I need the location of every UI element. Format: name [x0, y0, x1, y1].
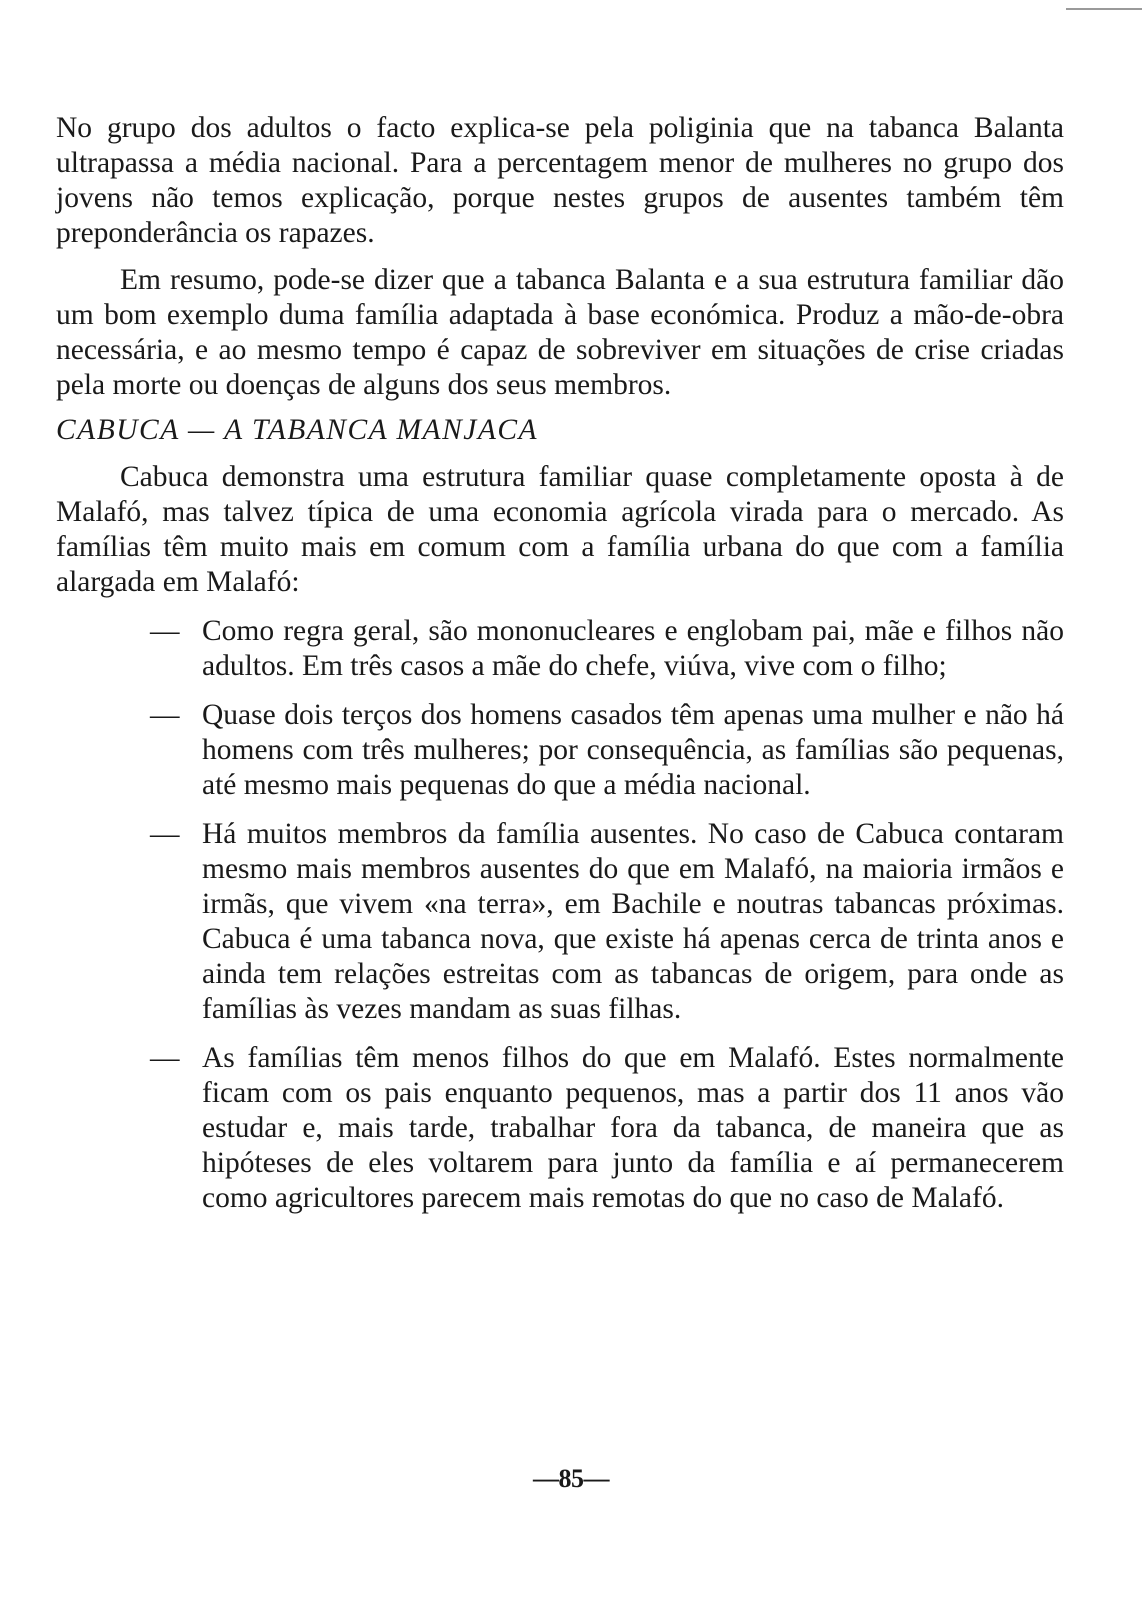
list-item-text: Há muitos membros da família ausentes. No caso de Cabuca contaram mesmo mais membros ausentes do que em Malafó, na maioria irmãos e irmãs, que vivem «na terra», em Bachile e noutras tabancas próximas. Cabuca é uma tabanca nova, que existe há apenas cerca de trinta anos e ainda tem relações estreitas com as tabancas de origem, para onde as famílias às vezes mandam as suas filhas.	[202, 818, 1064, 1025]
list-item-text: As famílias têm menos filhos do que em Malafó. Estes normalmente ficam com os pais enquanto pequenos, mas a partir dos 11 anos vão estudar e, mais tarde, trabalhar fora da tabanca, de maneira que as hipóteses de eles voltarem para junto da família e aí permanecerem como agricultores parecem mais remotas do que no caso de Malafó.	[202, 1042, 1064, 1214]
characteristics-list	[56, 614, 1064, 1216]
dash-bullet: —	[150, 699, 180, 731]
list-item-text: Como regra geral, são mononucleares e englobam pai, mãe e filhos não adultos. Em três casos a mãe do chefe, viúva, vive com o filho;	[202, 615, 1064, 682]
page-number: —85—	[533, 1464, 609, 1493]
page-body	[56, 111, 1064, 1230]
list-item	[56, 817, 1064, 1027]
top-edge-rule	[1066, 8, 1142, 10]
paragraph-poliginia: No grupo dos adultos o facto explica-se pela poliginia que na tabanca Balanta ultrapassa a média nacional. Para a percentagem menor de mulheres no grupo dos jovens não temos explicação, porque nestes grupos de ausentes também têm preponderância os rapazes.	[56, 112, 1064, 249]
paragraph-resumo: Em resumo, pode-se dizer que a tabanca Balanta e a sua estrutura familiar dão um bom exemplo duma família adaptada à base económica. Produz a mão-de-obra necessária, e ao mesmo tempo é capaz de sobreviver em situações de crise criadas pela morte ou doenças de alguns dos seus membros.	[56, 264, 1064, 401]
list-item	[56, 1041, 1064, 1216]
list-item	[56, 698, 1064, 803]
paragraph-cabuca-intro: Cabuca demonstra uma estrutura familiar quase completamente oposta à de Malafó, mas talvez típica de uma economia agrícola virada para o mercado. As famílias têm muito mais em comum com a família urbana do que com a família alargada em Malafó:	[56, 461, 1064, 598]
dash-bullet: —	[150, 615, 180, 647]
section-heading: CABUCA — A TABANCA MANJACA	[56, 414, 539, 446]
dash-bullet: —	[150, 818, 180, 850]
list-item	[56, 614, 1064, 684]
list-item-text: Quase dois terços dos homens casados têm apenas uma mulher e não há homens com três mulheres; por consequência, as famílias são pequenas, até mesmo mais pequenas do que a média nacional.	[202, 699, 1064, 801]
dash-bullet: —	[150, 1042, 180, 1074]
